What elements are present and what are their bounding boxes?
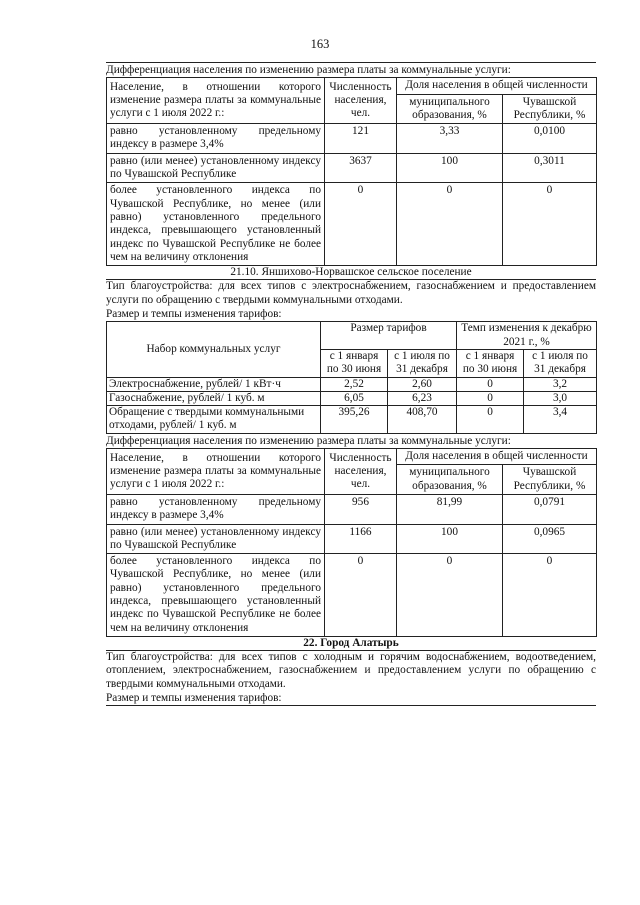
population-diff-table-1	[106, 77, 597, 266]
row-republic: 0	[503, 183, 597, 266]
row-value: 0	[457, 377, 524, 391]
header-municipal: муниципального образования, %	[397, 94, 503, 124]
header-share: Доля населения в общей численности	[397, 78, 597, 94]
header-count: Численность населения, чел.	[325, 449, 397, 495]
row-label: равно (или менее) установленному индексу по Чувашской Республике	[107, 153, 325, 183]
header-change-rate: Темп изменения к декабрю 2021 г., %	[457, 322, 597, 350]
header-population: Население, в отношении которого изменение размера платы за коммунальные услуги с 1 июля 2022 г.:	[107, 449, 325, 495]
row-value: 3,4	[524, 406, 597, 434]
row-value: 6,23	[388, 391, 457, 405]
row-municipal: 81,99	[397, 494, 503, 524]
header-jan-jun-rate: с 1 января по 30 июня	[457, 349, 524, 377]
header-services: Набор коммунальных услуг	[107, 322, 321, 377]
document-body	[106, 62, 596, 706]
row-label: более установленного индекса по Чувашской Республике, но менее (или равно) установленного предельного индекса, превышающего установленный индекс по Чувашской Республике не более чем на величину отклонения	[107, 183, 325, 266]
header-jan-jun: с 1 января по 30 июня	[321, 349, 388, 377]
row-count: 956	[325, 494, 397, 524]
tariff-caption-1: Размер и темпы изменения тарифов:	[106, 308, 282, 321]
tariff-caption-2: Размер и темпы изменения тарифов:	[106, 692, 282, 705]
table-row	[107, 124, 597, 154]
diff-caption-1: Дифференциация населения по изменению размера платы за коммунальные услуги:	[106, 64, 511, 76]
row-municipal: 100	[397, 524, 503, 554]
row-republic: 0,0791	[503, 494, 597, 524]
row-republic: 0,0100	[503, 124, 597, 154]
header-jul-dec-rate: с 1 июля по 31 декабря	[524, 349, 597, 377]
page-number: 163	[310, 37, 330, 51]
table-row	[107, 183, 597, 266]
row-value: 0	[457, 391, 524, 405]
header-republic: Чувашской Республики, %	[503, 465, 597, 495]
improvement-type-21-10: Тип благоустройства: для всех типов с электроснабжением, газоснабжением и предоставлением услуги по обращению с твердыми коммунальными отходами.	[106, 280, 596, 306]
row-value: 2,52	[321, 377, 388, 391]
row-count: 0	[325, 183, 397, 266]
section-title-21-10: 21.10. Яншихово-Норвашское сельское поселение	[230, 266, 472, 279]
row-value: 6,05	[321, 391, 388, 405]
table-row	[107, 391, 597, 405]
table-row	[107, 153, 597, 183]
row-municipal: 0	[397, 183, 503, 266]
row-count: 3637	[325, 153, 397, 183]
table-row	[107, 377, 597, 391]
row-value: 408,70	[388, 406, 457, 434]
table-row	[107, 524, 597, 554]
population-diff-table-2	[106, 448, 597, 637]
row-municipal: 0	[397, 554, 503, 637]
row-label: равно (или менее) установленному индексу по Чувашской Республике	[107, 524, 325, 554]
header-count: Численность населения, чел.	[325, 78, 397, 124]
row-value: 0	[457, 406, 524, 434]
row-value: 395,26	[321, 406, 388, 434]
row-count: 1166	[325, 524, 397, 554]
row-value: 3,2	[524, 377, 597, 391]
row-republic: 0	[503, 554, 597, 637]
header-share: Доля населения в общей численности	[397, 449, 597, 465]
header-republic: Чувашской Республики, %	[503, 94, 597, 124]
row-count: 0	[325, 554, 397, 637]
table-row	[107, 554, 597, 637]
row-label: равно установленному предельному индексу в размере 3,4%	[107, 124, 325, 154]
tariff-table	[106, 321, 597, 433]
header-population: Население, в отношении которого изменение размера платы за коммунальные услуги с 1 июля 2022 г.:	[107, 78, 325, 124]
row-republic: 0,3011	[503, 153, 597, 183]
row-label: Электроснабжение, рублей/ 1 кВт·ч	[107, 377, 321, 391]
row-label: Обращение с твердыми коммунальными отходами, рублей/ 1 куб. м	[107, 406, 321, 434]
improvement-type-22: Тип благоустройства: для всех типов с холодным и горячим водоснабжением, водоотведением, отоплением, электроснабжением, газоснабжением и предоставлением услуги по обращению с твердыми коммунальными отходами.	[106, 651, 596, 690]
row-value: 2,60	[388, 377, 457, 391]
row-label: более установленного индекса по Чувашской Республике, но менее (или равно) установленного предельного индекса, превышающего установленный индекс по Чувашской Республике не более чем на величину отклонения	[107, 554, 325, 637]
row-label: равно установленному предельному индексу в размере 3,4%	[107, 494, 325, 524]
row-value: 3,0	[524, 391, 597, 405]
table-row	[107, 494, 597, 524]
header-municipal: муниципального образования, %	[397, 465, 503, 495]
header-tariff-size: Размер тарифов	[321, 322, 457, 350]
row-republic: 0,0965	[503, 524, 597, 554]
section-title-22: 22. Город Алатырь	[303, 636, 399, 649]
row-count: 121	[325, 124, 397, 154]
row-label: Газоснабжение, рублей/ 1 куб. м	[107, 391, 321, 405]
row-municipal: 100	[397, 153, 503, 183]
diff-caption-2: Дифференциация населения по изменению размера платы за коммунальные услуги:	[106, 434, 511, 447]
table-row	[107, 406, 597, 434]
row-municipal: 3,33	[397, 124, 503, 154]
header-jul-dec: с 1 июля по 31 декабря	[388, 349, 457, 377]
